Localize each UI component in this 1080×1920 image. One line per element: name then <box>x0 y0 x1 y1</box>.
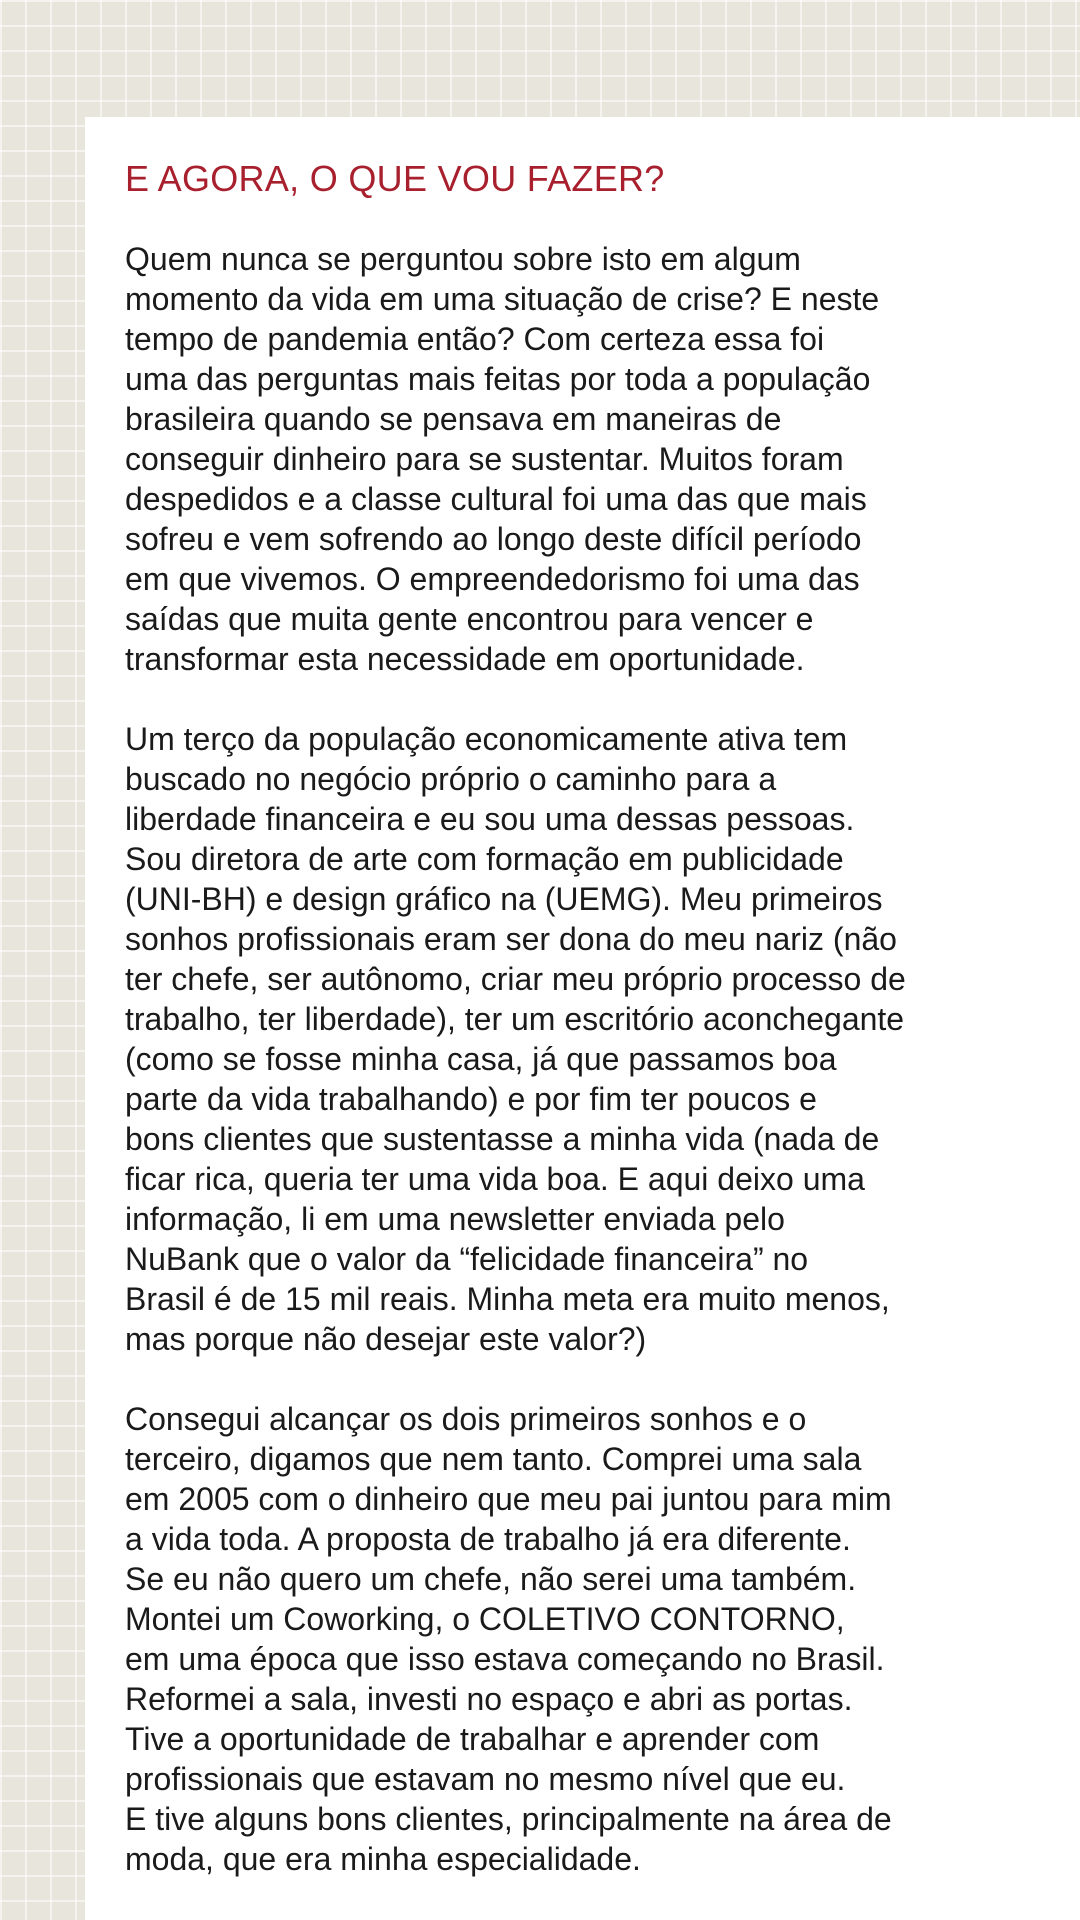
paragraph-coworking: Consegui alcançar os dois primeiros sonhos e o terceiro, digamos que nem tanto. Comprei uma sala em 2005 com o dinheiro que meu pai juntou para mim a vida toda. A proposta de trabalho já era diferente. Se eu não quero um chefe, não serei uma também. Montei um Coworking, o COLETIVO CONTORNO, em uma época que isso estava começando no Brasil. Reformei a sala, investi no espaço e abri as portas. Tive a oportunidade de trabalhar e aprender com profissionais que estavam no mesmo nível que eu. E tive alguns bons clientes, principalmente na área de moda, que era minha especialidade. <box>125 1401 892 1877</box>
article-card <box>85 117 1080 1920</box>
paragraph-crisis-question: Quem nunca se perguntou sobre isto em algum momento da vida em uma situação de crise? E neste tempo de pandemia então? Com certeza essa foi uma das perguntas mais feitas por toda a população brasileira quando se pensava em maneiras de conseguir dinheiro para se sustentar. Muitos foram despedidos e a classe cultural foi uma das que mais sofreu e vem sofrendo ao longo deste difícil período em que vivemos. O empreendedorismo foi uma das saídas que muita gente encontrou para vencer e transformar esta necessidade em oportunidade. <box>125 241 880 677</box>
article-content <box>125 157 1065 1879</box>
paragraph-own-business: Um terço da população economicamente ativa tem buscado no negócio próprio o caminho para a liberdade financeira e eu sou uma dessas pessoas. Sou diretora de arte com formação em publicidade (UNI-BH) e design gráfico na (UEMG). Meu primeiros sonhos profissionais eram ser dona do meu nariz (não ter chefe, ser autônomo, criar meu próprio processo de trabalho, ter liberdade), ter um escritório aconchegante (como se fosse minha casa, já que passamos boa parte da vida trabalhando) e por fim ter poucos e bons clientes que sustentasse a minha vida (nada de ficar rica, queria ter uma vida boa. E aqui deixo uma informação, li em uma newsletter enviada pelo NuBank que o valor da “felicidade financeira” no Brasil é de 15 mil reais. Minha meta era muito menos, mas porque não desejar este valor?) <box>125 721 906 1357</box>
article-heading: E AGORA, O QUE VOU FAZER? <box>125 158 665 199</box>
